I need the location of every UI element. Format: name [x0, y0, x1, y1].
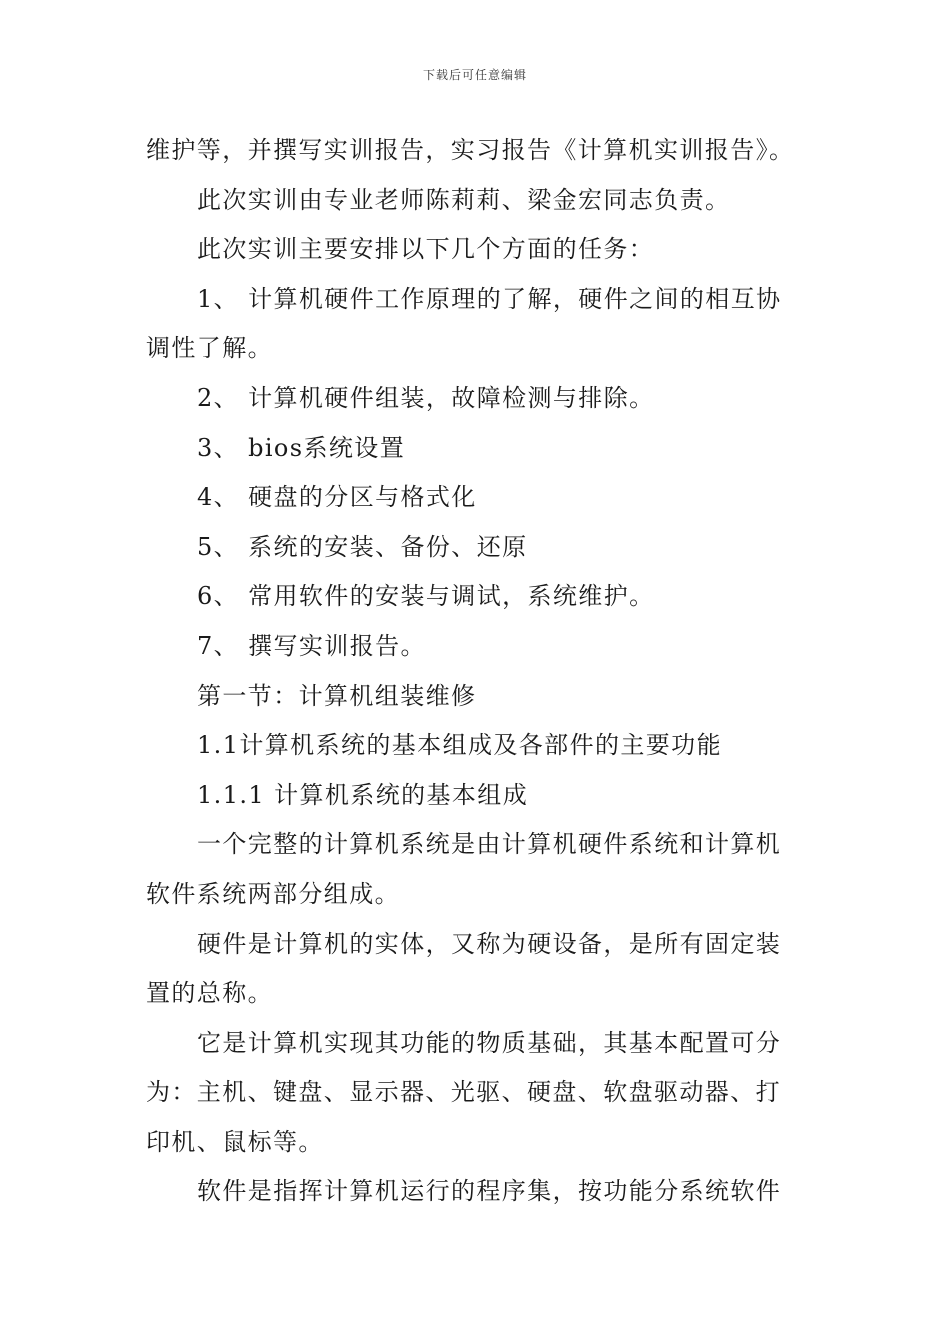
paragraph-line-tasks-intro: 此次实训主要安排以下几个方面的任务：: [197, 235, 655, 264]
subsection-heading: 1.1计算机系统的基本组成及各部件的主要功能: [197, 731, 722, 760]
list-item-4: 4、 硬盘的分区与格式化: [197, 483, 477, 512]
paragraph-line: 一个完整的计算机系统是由计算机硬件系统和计算机: [197, 830, 782, 859]
list-item-1-continuation: 调性了解。: [146, 334, 273, 363]
paragraph-line: 置的总称。: [146, 979, 273, 1008]
paragraph-line: 软件系统两部分组成。: [146, 879, 400, 908]
list-item-5: 5、 系统的安装、备份、还原: [197, 532, 528, 561]
paragraph-line: 软件是指挥计算机运行的程序集，按功能分系统软件: [197, 1177, 782, 1206]
subsubsection-heading: 1.1.1 计算机系统的基本组成: [197, 780, 529, 809]
paragraph-line-instructors: 此次实训由专业老师陈莉莉、梁金宏同志负责。: [197, 185, 731, 214]
paragraph-line: 它是计算机实现其功能的物质基础，其基本配置可分: [197, 1028, 782, 1057]
list-item-2: 2、 计算机硬件组装，故障检测与排除。: [197, 383, 655, 412]
paragraph-line: 为：主机、键盘、显示器、光驱、硬盘、软盘驱动器、打: [146, 1078, 781, 1107]
paragraph-line: 硬件是计算机的实体，又称为硬设备，是所有固定装: [197, 929, 782, 958]
section-heading: 第一节：计算机组装维修: [197, 681, 477, 710]
page-header-note: 下载后可任意编辑: [422, 68, 527, 82]
list-item-6: 6、 常用软件的安装与调试，系统维护。: [197, 582, 655, 611]
list-item-7: 7、 撰写实训报告。: [197, 631, 426, 660]
document-body: [146, 126, 808, 1217]
list-item-3: 3、 bios系统设置: [197, 433, 406, 462]
paragraph-line: 印机、鼠标等。: [146, 1127, 324, 1156]
list-item-1: 1、 计算机硬件工作原理的了解，硬件之间的相互协: [197, 284, 782, 313]
paragraph-line-continuation: 维护等，并撰写实训报告，实习报告《计算机实训报告》。: [146, 136, 795, 164]
